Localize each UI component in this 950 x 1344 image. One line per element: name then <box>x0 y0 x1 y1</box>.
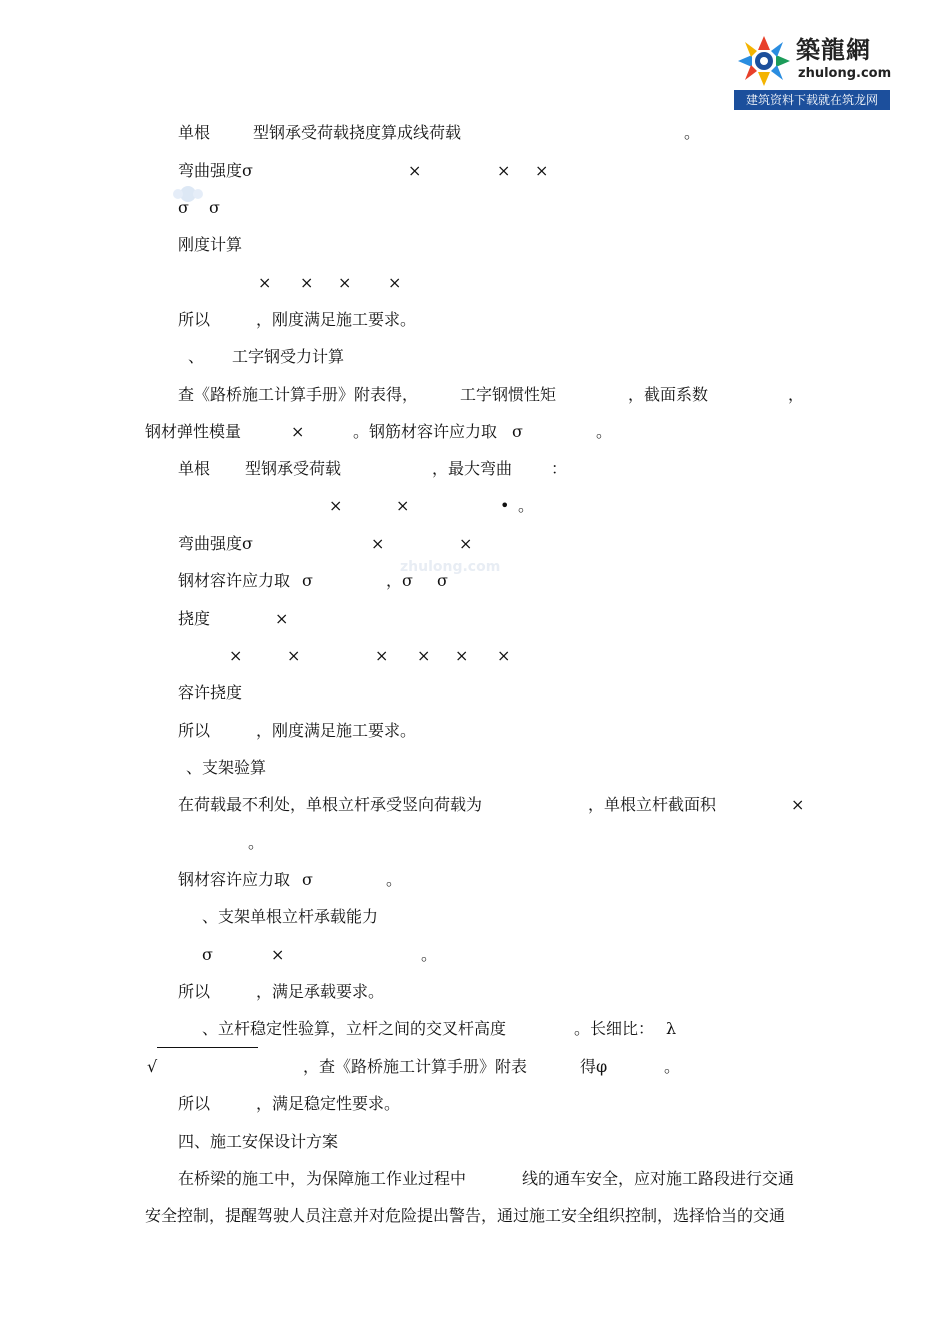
text-fragment: ，刚度满足施工要求。 <box>256 721 417 740</box>
text-fragment: 四、施工安保设计方案 <box>178 1132 339 1151</box>
text-fragment: 。 <box>596 422 613 441</box>
text-fragment: 线的通车安全，应对施工路段进行交通 <box>522 1169 795 1188</box>
zhulong-logo <box>734 32 890 110</box>
text-fragment: × <box>791 795 805 814</box>
text-fragment: 在桥梁的施工中，为保障施工作业过程中 <box>178 1169 467 1188</box>
text-fragment: × <box>375 646 389 665</box>
text-fragment: 容许挠度 <box>178 683 243 702</box>
text-fragment: × <box>338 273 352 292</box>
text-fragment: 所以 <box>178 1094 211 1113</box>
text-fragment: × <box>287 646 301 665</box>
text-fragment: 在荷载最不利处，单根立杆承受竖向荷载为 <box>178 795 483 814</box>
text-fragment: 。 <box>386 870 403 889</box>
text-fragment: × <box>535 161 549 180</box>
text-fragment: 安全控制，提醒驾驶人员注意并对危险提出警告，通过施工安全组织控制，选择恰当的交通 <box>145 1206 786 1225</box>
text-fragment: 。 <box>518 496 535 515</box>
text-fragment: 。 <box>684 123 701 142</box>
text-fragment: 、立杆稳定性验算，立杆之间的交叉杆高度 <box>202 1019 507 1038</box>
text-fragment: σ <box>202 945 213 964</box>
text-fragment: ，σ <box>386 571 413 590</box>
text-fragment: 、支架单根立杆承载能力 <box>202 907 379 926</box>
text-fragment: 。 <box>248 833 265 852</box>
text-fragment: 型钢承受荷载 <box>245 459 342 478</box>
text-fragment: 挠度 <box>178 609 211 628</box>
text-fragment: ，满足承载要求。 <box>256 982 385 1001</box>
text-fragment: × <box>388 273 402 292</box>
logo-slogan: 建筑资料下载就在筑龙网 <box>734 90 890 110</box>
text-fragment: ，最大弯曲 <box>432 459 513 478</box>
text-fragment: σ <box>512 422 523 441</box>
text-fragment: × <box>497 646 511 665</box>
text-fragment: 。钢筋材容许应力取 <box>353 422 498 441</box>
text-fragment: ，查《路桥施工计算手册》附表 <box>303 1057 528 1076</box>
text-fragment: σ <box>178 198 189 217</box>
text-fragment: 单根 <box>178 459 211 478</box>
radical-overline <box>157 1047 258 1048</box>
text-fragment: 得φ <box>580 1057 608 1076</box>
text-fragment: × <box>291 422 305 441</box>
text-fragment: × <box>497 161 511 180</box>
text-fragment: 刚度计算 <box>178 235 243 254</box>
text-fragment: × <box>271 945 285 964</box>
text-fragment: λ <box>666 1019 677 1038</box>
text-fragment: σ <box>437 571 448 590</box>
text-fragment: 所以 <box>178 982 211 1001</box>
text-fragment: × <box>329 496 343 515</box>
text-fragment: 所以 <box>178 721 211 740</box>
text-fragment: 。 <box>421 945 438 964</box>
flower-logo-icon <box>736 34 792 88</box>
text-fragment: ： <box>551 459 568 478</box>
text-fragment: ，刚度满足施工要求。 <box>256 310 417 329</box>
text-fragment: 钢材弹性模量 <box>145 422 242 441</box>
text-fragment: 、支架验算 <box>186 758 267 777</box>
logo-top <box>734 32 890 90</box>
text-fragment: 。长细比： <box>574 1019 655 1038</box>
text-fragment: 弯曲强度σ <box>178 534 253 553</box>
watermark-text: zhulong.com <box>400 559 501 575</box>
text-fragment: 钢材容许应力取 <box>178 571 291 590</box>
text-fragment: ，满足稳定性要求。 <box>256 1094 401 1113</box>
text-fragment: 型钢承受荷载挠度算成线荷载 <box>253 123 462 142</box>
text-fragment: × <box>258 273 272 292</box>
logo-en-text: zhulong.com <box>798 66 892 81</box>
text-fragment: × <box>417 646 431 665</box>
text-fragment: σ <box>302 571 313 590</box>
text-fragment: ，单根立杆截面积 <box>588 795 717 814</box>
text-fragment: ， <box>788 385 805 404</box>
text-fragment: × <box>459 534 473 553</box>
text-fragment: × <box>229 646 243 665</box>
text-fragment: × <box>396 496 410 515</box>
text-fragment: 。 <box>664 1057 681 1076</box>
text-fragment: σ <box>209 198 220 217</box>
text-fragment: × <box>371 534 385 553</box>
text-fragment: 查《路桥施工计算手册》附表得， <box>178 385 419 404</box>
text-fragment: 弯曲强度σ <box>178 161 253 180</box>
text-fragment: 工字钢受力计算 <box>232 347 345 366</box>
text-fragment: × <box>300 273 314 292</box>
text-fragment: 钢材容许应力取 <box>178 870 291 889</box>
text-fragment: 工字钢惯性矩 <box>460 385 557 404</box>
text-fragment: × <box>455 646 469 665</box>
text-fragment: • <box>500 496 510 515</box>
text-fragment: √ <box>147 1057 158 1076</box>
text-fragment: × <box>408 161 422 180</box>
logo-cn-text: 築龍網 <box>796 35 871 64</box>
text-fragment: 所以 <box>178 310 211 329</box>
text-fragment: × <box>275 609 289 628</box>
text-fragment: 、 <box>188 347 205 366</box>
text-fragment: ，截面系数 <box>628 385 709 404</box>
text-fragment: σ <box>302 870 313 889</box>
text-fragment: 单根 <box>178 123 211 142</box>
